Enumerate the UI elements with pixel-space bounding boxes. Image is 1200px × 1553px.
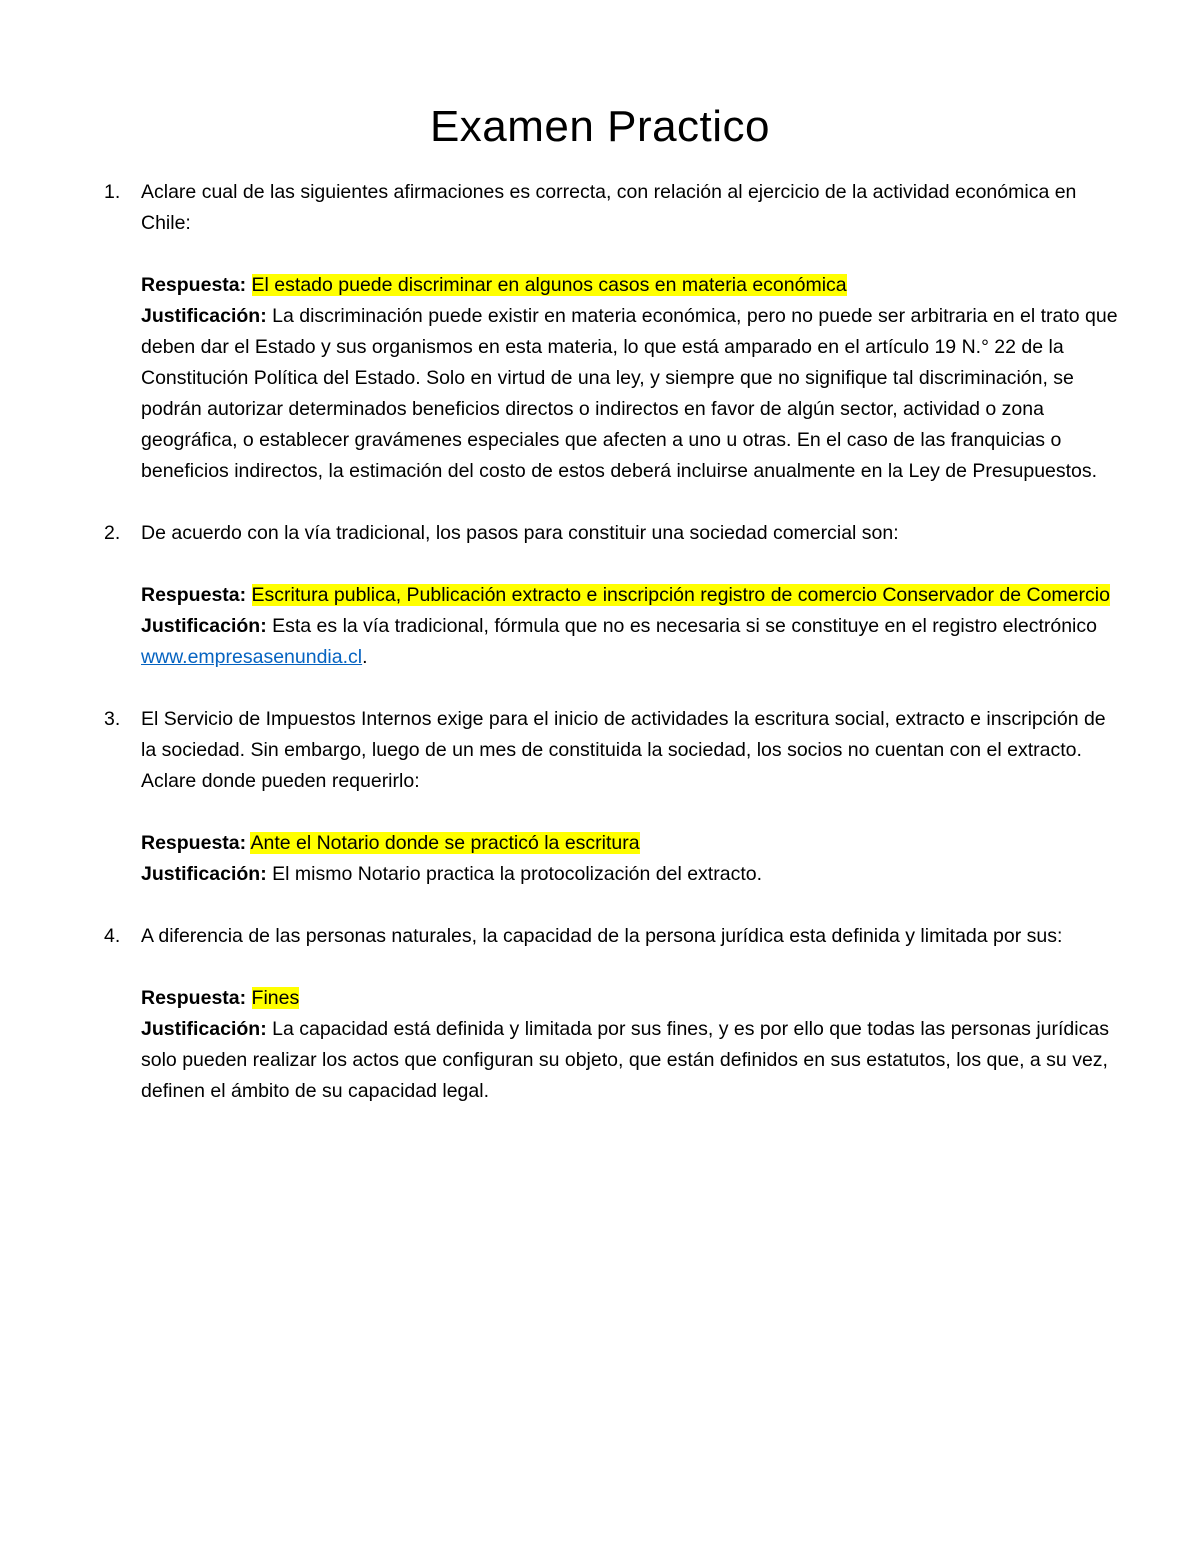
justification-line xyxy=(141,859,1120,890)
question-item xyxy=(0,177,1200,487)
justification-line xyxy=(141,611,1120,673)
justification-label: Justificación: xyxy=(141,305,267,327)
question-text: A diferencia de las personas naturales, la capacidad de la persona jurídica esta definida y limitada por sus: xyxy=(141,925,1063,947)
question-text: Aclare cual de las siguientes afirmaciones es correcta, con relación al ejercicio de la actividad económica en Chile: xyxy=(141,181,1077,234)
question-number: 4. xyxy=(104,925,121,947)
question-item xyxy=(0,921,1200,1107)
answer-line xyxy=(141,983,1120,1014)
answer-label: Respuesta: xyxy=(141,274,247,296)
question-number: 2. xyxy=(104,522,121,544)
question-text: El Servicio de Impuestos Internos exige para el inicio de actividades la escritura social, extracto e inscripción de la sociedad. Sin embargo, luego de un mes de constituida la sociedad, los socios no cuentan con el extracto. Aclare donde pueden requerirlo: xyxy=(141,708,1106,792)
justification-text: El mismo Notario practica la protocolización del extracto. xyxy=(272,863,762,885)
answer-line xyxy=(141,270,1120,301)
answer-text: Escritura publica, Publicación extracto e inscripción registro de comercio Conservador de Comercio xyxy=(251,584,1110,606)
question-text: De acuerdo con la vía tradicional, los pasos para constituir una sociedad comercial son: xyxy=(141,522,899,544)
answer-block xyxy=(141,270,1120,487)
question-item xyxy=(0,704,1200,890)
answer-block xyxy=(141,828,1120,890)
answer-label: Respuesta: xyxy=(141,832,247,854)
justification-line xyxy=(141,1014,1120,1107)
answer-text: El estado puede discriminar en algunos casos en materia económica xyxy=(251,274,847,296)
answer-block xyxy=(141,580,1120,673)
answer-block xyxy=(141,983,1120,1107)
justification-label: Justificación: xyxy=(141,615,267,637)
answer-label: Respuesta: xyxy=(141,584,247,606)
answer-text: Fines xyxy=(251,987,300,1009)
answer-text: Ante el Notario donde se practicó la escritura xyxy=(250,832,640,854)
justification-label: Justificación: xyxy=(141,1018,267,1040)
justification-line xyxy=(141,301,1120,487)
answer-line xyxy=(141,580,1120,611)
justification-text: La discriminación puede existir en materia económica, pero no puede ser arbitraria en el trato que deben dar el Estado y sus organismos en esta materia, lo que está amparado en el artículo 19 N.° 22 de la Constitución Política del Estado. Solo en virtud de una ley, y siempre que no signifique tal discriminación, se podrán autorizar determinados beneficios directos o indirectos en favor de algún sector, actividad o zona geográfica, o establecer gravámenes especiales que afecten a uno u otras. En el caso de las franquicias o beneficios indirectos, la estimación del costo de estos deberá incluirse anualmente en la Ley de Presupuestos. xyxy=(141,305,1118,482)
question-item xyxy=(0,518,1200,673)
question-list xyxy=(0,177,1200,1138)
question-number: 1. xyxy=(104,181,121,203)
answer-line xyxy=(141,828,1120,859)
justification-end: . xyxy=(362,646,368,668)
empresas-link[interactable]: www.empresasenundia.cl xyxy=(141,646,363,668)
justification-text: La capacidad está definida y limitada por sus fines, y es por ello que todas las personas jurídicas solo pueden realizar los actos que configuran su objeto, que están definidos en sus estatutos, los que, a su vez, definen el ámbito de su capacidad legal. xyxy=(141,1018,1109,1102)
answer-label: Respuesta: xyxy=(141,987,247,1009)
justification-label: Justificación: xyxy=(141,863,267,885)
question-number: 3. xyxy=(104,708,121,730)
page-title: Examen Practico xyxy=(429,102,771,152)
justification-text: Esta es la vía tradicional, fórmula que no es necesaria si se constituye en el registro electrónico xyxy=(272,615,1097,637)
